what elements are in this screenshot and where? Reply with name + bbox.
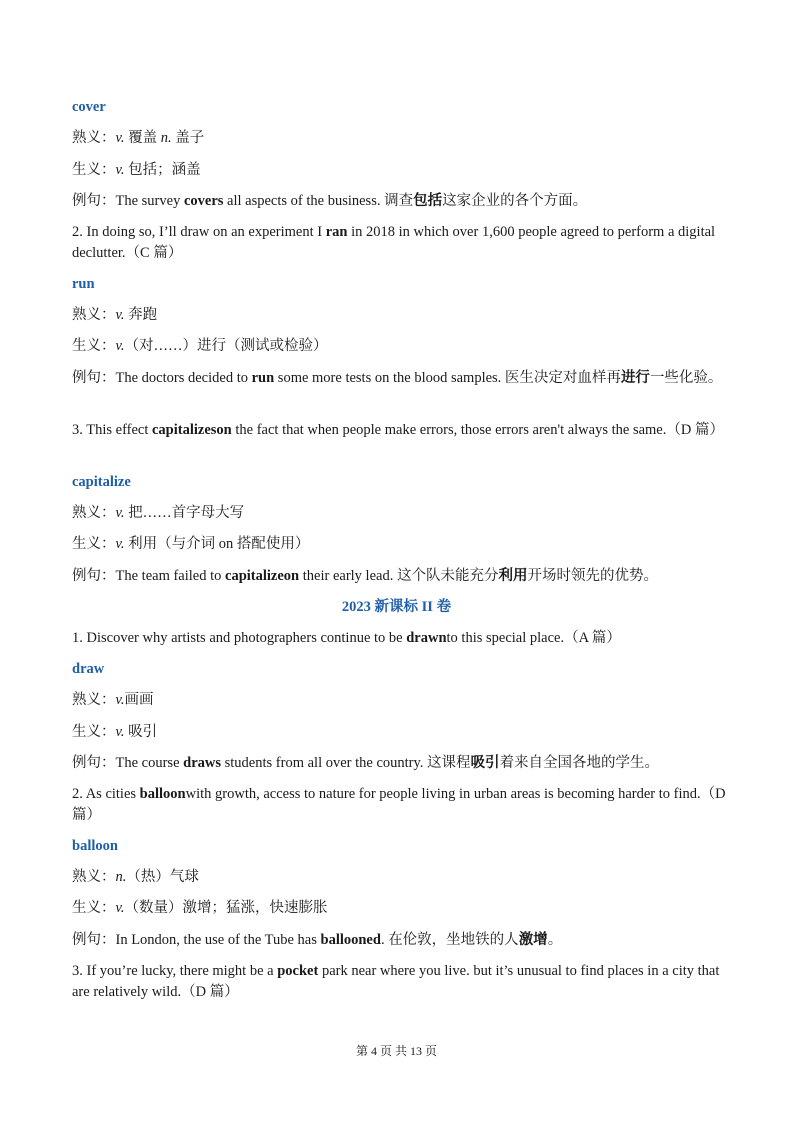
rare-meaning: 生义：v. 利用（与介词 on 搭配使用） xyxy=(72,536,310,552)
section-title: 2023 新课标 II 卷 xyxy=(341,599,452,615)
rare-meaning: 生义：v. 吸引 xyxy=(72,724,158,740)
example-sentence: 例句：The course draws students from all over the country. 这课程吸引着来自全国各地的学生。 xyxy=(72,755,660,771)
common-meaning: 熟义：v. 奔跑 xyxy=(72,307,158,323)
common-meaning: 熟义：n.（热）气球 xyxy=(72,869,199,885)
question-sentence: 1. Discover why artists and photographers continue to be drawnto this special place.（A 篇） xyxy=(72,630,621,646)
word-heading-balloon: balloon xyxy=(72,838,118,854)
example-sentence: 例句：The doctors decided to run some more tests on the blood samples. 医生决定对血样再进行一些化验。 xyxy=(72,370,723,386)
example-sentence: 例句：The team failed to capitalizeon their early lead. 这个队未能充分利用开场时领先的优势。 xyxy=(72,568,658,584)
word-heading-cover: cover xyxy=(72,99,106,115)
question-sentence: 3. If you’re lucky, there might be a pocket park near where you live. but it’s unusual to find places in a city that are relatively wild.（D 篇） xyxy=(72,963,720,1000)
question-sentence: 3. This effect capitalizeson the fact that when people make errors, those errors aren't always the same.（D 篇） xyxy=(72,422,724,438)
rare-meaning: 生义：v.（对……）进行（测试或检验） xyxy=(72,338,328,354)
word-heading-draw: draw xyxy=(72,661,105,677)
page-number: 第 4 页 共 13 页 xyxy=(355,1044,437,1058)
question-sentence: 2. As cities balloonwith growth, access to nature for people living in urban areas is becoming harder to find.（D 篇） xyxy=(72,786,726,823)
common-meaning: 熟义：v.画画 xyxy=(72,692,154,708)
example-sentence: 例句：The survey covers all aspects of the business. 调查包括这家企业的各个方面。 xyxy=(72,193,588,209)
rare-meaning: 生义：v. 包括；涵盖 xyxy=(72,162,201,178)
common-meaning: 熟义：v. 把……首字母大写 xyxy=(72,505,245,521)
rare-meaning: 生义：v.（数量）激增；猛涨，快速膨胀 xyxy=(72,900,328,916)
common-meaning: 熟义：v. 覆盖 n. 盖子 xyxy=(72,130,205,146)
word-heading-capitalize: capitalize xyxy=(72,474,131,490)
question-sentence: 2. In doing so, I’ll draw on an experiment I ran in 2018 in which over 1,600 people agreed to perform a digital declutter.（C 篇） xyxy=(72,224,716,261)
word-heading-run: run xyxy=(72,276,95,292)
example-sentence: 例句：In London, the use of the Tube has ballooned. 在伦敦，坐地铁的人激增。 xyxy=(72,932,563,948)
